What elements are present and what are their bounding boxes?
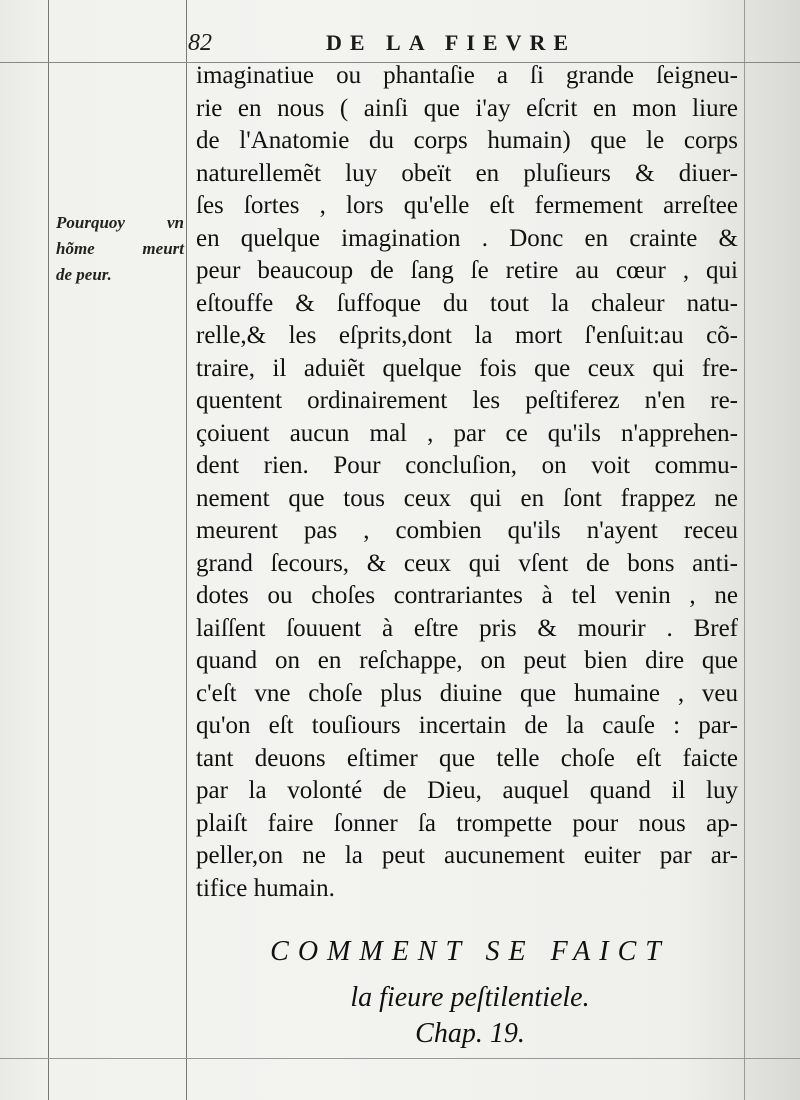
text-line: çoiuent aucun mal , par ce qu'ils n'apprehen- bbox=[196, 419, 738, 447]
text-line: naturellemẽt luy obeït en pluſieurs & diuer- bbox=[196, 159, 738, 187]
text-line: laiſſent ſouuent à eſtre pris & mourir . Bref bbox=[196, 614, 738, 642]
text-line: qu'on eſt touſiours incertain de la cauſe : par- bbox=[196, 712, 738, 739]
text-line: quentent ordinairement les peſtiferez n'en re- bbox=[196, 387, 738, 414]
margin-note-line: hõme meurt bbox=[56, 239, 184, 258]
page-number: 82 bbox=[188, 30, 212, 56]
text-line: plaiſt faire ſonner ſa trompette pour nous ap- bbox=[196, 809, 738, 837]
text-line: eſtouffe & ſuffoque du tout la chaleur natu- bbox=[196, 289, 738, 317]
margin-note bbox=[56, 210, 184, 288]
text-line: imaginatiue ou phantaſie a ſi grande ſeigneu- bbox=[196, 62, 738, 89]
footer-rule bbox=[0, 1058, 800, 1059]
text-line: ſes ſortes , lors qu'elle eſt fermement arreſtee bbox=[196, 192, 738, 219]
inner-column-rule bbox=[186, 0, 187, 1100]
text-line: traire, il aduiẽt quelque fois que ceux qui fre- bbox=[196, 354, 738, 382]
text-line: rie en nous ( ainſi que i'ay eſcrit en mon liure bbox=[196, 94, 738, 122]
chapter-title: COMMENT SE FAICT bbox=[270, 936, 670, 967]
text-line: tant deuons eſtimer que telle choſe eſt faicte bbox=[196, 744, 738, 772]
margin-note-line: Pourquoy vn bbox=[56, 213, 184, 232]
text-line: grand ſecours, & ceux qui vſent de bons anti- bbox=[196, 549, 738, 577]
text-line: dent rien. Pour concluſion, on voit commu- bbox=[196, 452, 738, 479]
body-text bbox=[196, 60, 738, 905]
left-margin-rule bbox=[48, 0, 49, 1100]
text-line: tifice humain. bbox=[196, 874, 335, 902]
text-line: peller,on ne la peut aucunement euiter par ar- bbox=[196, 842, 738, 869]
margin-note-line: de peur. bbox=[56, 265, 112, 284]
text-line: peur beaucoup de ſang ſe retire au cœur , qui bbox=[196, 257, 738, 284]
text-line: par la volonté de Dieu, auquel quand il luy bbox=[196, 777, 738, 804]
text-line: meurent pas , combien qu'ils n'ayent receu bbox=[196, 517, 738, 544]
chapter-number: Chap. 19. bbox=[415, 1018, 525, 1049]
text-line: nement que tous ceux qui en ſont frappez ne bbox=[196, 484, 738, 512]
right-margin-rule bbox=[744, 0, 745, 1100]
text-line: relle,& les eſprits,dont la mort ſ'enſuit:au cõ- bbox=[196, 322, 738, 349]
running-head: DE LA FIEVRE bbox=[326, 30, 577, 55]
text-line: en quelque imagination . Donc en crainte & bbox=[196, 224, 738, 252]
text-line: dotes ou choſes contrariantes à tel venin , ne bbox=[196, 582, 738, 609]
text-line: quand on en reſchappe, on peut bien dire que bbox=[196, 647, 738, 674]
page-header bbox=[186, 32, 746, 60]
text-line: de l'Anatomie du corps humain) que le corps bbox=[196, 127, 738, 154]
text-line: c'eſt vne choſe plus diuine que humaine , veu bbox=[196, 679, 738, 707]
chapter-subtitle: la fieure peſtilentiele. bbox=[350, 982, 590, 1013]
